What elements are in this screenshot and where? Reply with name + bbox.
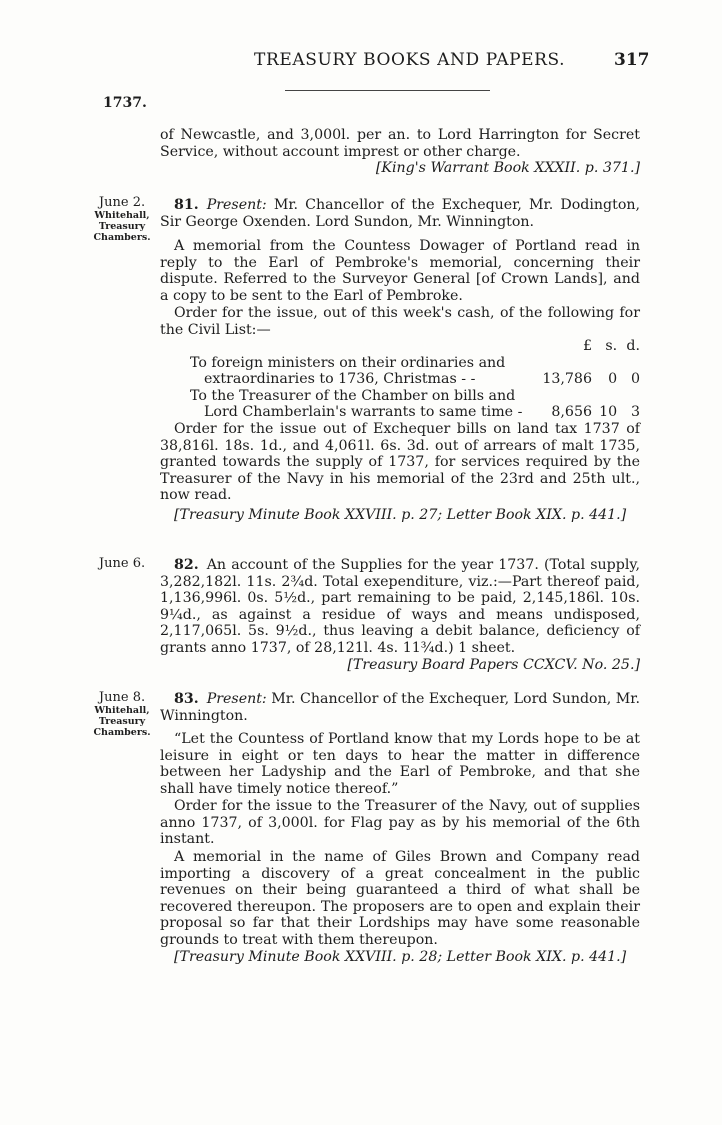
ledger-row-1-label: To foreign ministers on their ordinaries and (190, 354, 506, 371)
ledger-row-2-pence: 3 (630, 404, 640, 421)
entry-81-place-2: Treasury (98, 221, 146, 232)
header-shillings: s. (605, 338, 618, 354)
entry-83-place-1: Whitehall, (94, 705, 150, 716)
entry-83-para2: Order for the issue to the Treasurer of the Navy, out of supplies anno 1737, of 3,000l. for Flag pay as by his memorial of the 6th instant. (160, 798, 640, 848)
entry-81-place-1: Whitehall, (94, 210, 150, 221)
entry-83-number: 83. (174, 691, 199, 707)
continuation-citation: [King's Warrant Book XXXII. p. 371.] (375, 160, 640, 177)
entry-81-place-3: Chambers. (93, 232, 151, 243)
entry-83-citation: [Treasury Minute Book XXVIII. p. 28; Letter Book XIX. p. 441.] (174, 949, 627, 965)
ledger-row-1-line1 (160, 355, 640, 372)
civil-list-ledger (160, 338, 640, 421)
entry-81-present-label: Present: (206, 197, 267, 213)
entry-83-place-2: Treasury (98, 716, 146, 727)
header-rule (285, 90, 490, 91)
ledger-row-1-pounds: 13,786 (542, 371, 592, 388)
entry-83-para3: A memorial in the name of Giles Brown and Company read importing a discovery of a great concealment in the public revenues on their being guaranteed a third of what shall be recovered thereupon. The proposers are to open and explain their proposal so far that their Lordships may have some reasonable grounds to treat with them thereupon. (160, 849, 640, 948)
entry-81-present-text: Mr. Chancellor of the Exchequer, Mr. Dodington, Sir George Oxenden. Lord Sundon, Mr. Winnington. (160, 197, 641, 230)
entry-82-sidenote (82, 557, 162, 571)
entry-81-date: June 2. (98, 195, 146, 210)
entry-81-sidenote (82, 196, 162, 243)
entry-82-text: An account of the Supplies for the year 1737. (Total supply, 3,282,182l. 11s. 2¾d. Total exependiture, viz.:—Part thereof paid, 1,136,996l. 0s. 5½d., part remaining to be paid, 2,145,186l. 10s. 9¼d., as against a residue of ways and means undisposed, 2,117,065l. 5s. 9½d., thus leaving a debit balance, deficiency of grants anno 1737, of 28,121l. 4s. 11¾d.) 1 sheet. (160, 557, 640, 656)
entry-83-present-text: Mr. Chancellor of the Exchequer, Lord Sundon, Mr. Winnington. (160, 691, 641, 724)
ledger-row-1-line2 (160, 371, 640, 388)
ledger-row-1-pence: 0 (630, 371, 640, 388)
ledger-row-1-label-cont: extraordinaries to 1736, Christmas - - (204, 371, 476, 388)
entry-83-present (160, 691, 640, 724)
header-pounds: £ (582, 338, 592, 354)
entry-82-citation: [Treasury Board Papers CCXCV. No. 25.] (347, 657, 640, 673)
ledger-header-row (160, 338, 640, 355)
entry-83-place-3: Chambers. (93, 727, 151, 738)
continuation-paragraph (160, 127, 640, 177)
running-title: TREASURY BOOKS AND PAPERS. (254, 50, 566, 70)
ledger-row-2-shillings: 10 (599, 404, 618, 421)
entry-82-body (160, 557, 640, 657)
entry-81-present (160, 197, 640, 230)
ledger-row-2-label: To the Treasurer of the Chamber on bills and (190, 387, 516, 404)
continuation-text: of Newcastle, and 3,000l. per an. to Lord Harrington for Secret Service, without account imprest or other charge. (160, 127, 640, 160)
entry-81-para3: Order for the issue out of Exchequer bills on land tax 1737 of 38,816l. 18s. 1d., and 4,061l. 6s. 3d. out of arrears of malt 1735, granted towards the supply of 1737, for services required by the Treasurer of the Navy in his memorial of the 23rd and 25th ult., now read. (160, 421, 640, 504)
entry-81-number: 81. (174, 197, 199, 213)
entry-81-para1: A memorial from the Countess Dowager of Portland read in reply to the Earl of Pembroke's memorial, concerning their dispute. Referred to the Surveyor General [of Crown Lands], and a copy to be sent to the Earl of Pembroke. (160, 238, 640, 304)
page-number: 317 (614, 50, 650, 70)
entry-82-number: 82. (174, 557, 199, 573)
entry-81-citation: [Treasury Minute Book XXVIII. p. 27; Letter Book XIX. p. 441.] (174, 507, 627, 523)
entry-81-para2: Order for the issue, out of this week's cash, of the following for the Civil List:— (160, 305, 640, 338)
ledger-row-2-line1 (160, 388, 640, 405)
entry-83-date: June 8. (98, 690, 146, 705)
ledger-row-2-line2 (160, 404, 640, 421)
ledger-row-2-pounds: 8,656 (551, 404, 592, 421)
entry-83-present-label: Present: (206, 691, 267, 707)
ledger-row-2-label-cont: Lord Chamberlain's warrants to same time - (204, 404, 523, 421)
ledger-row-1-shillings: 0 (608, 371, 618, 388)
entry-83-sidenote (82, 691, 162, 738)
margin-year: 1737. (103, 95, 147, 111)
header-pence: d. (626, 338, 640, 354)
entry-82-date: June 6. (98, 556, 146, 571)
entry-83-para1: “Let the Countess of Portland know that my Lords hope to be at leisure in eight or ten days to hear the matter in difference between her Ladyship and the Earl of Pembroke, and that she shall have timely notice thereof.” (160, 731, 640, 797)
